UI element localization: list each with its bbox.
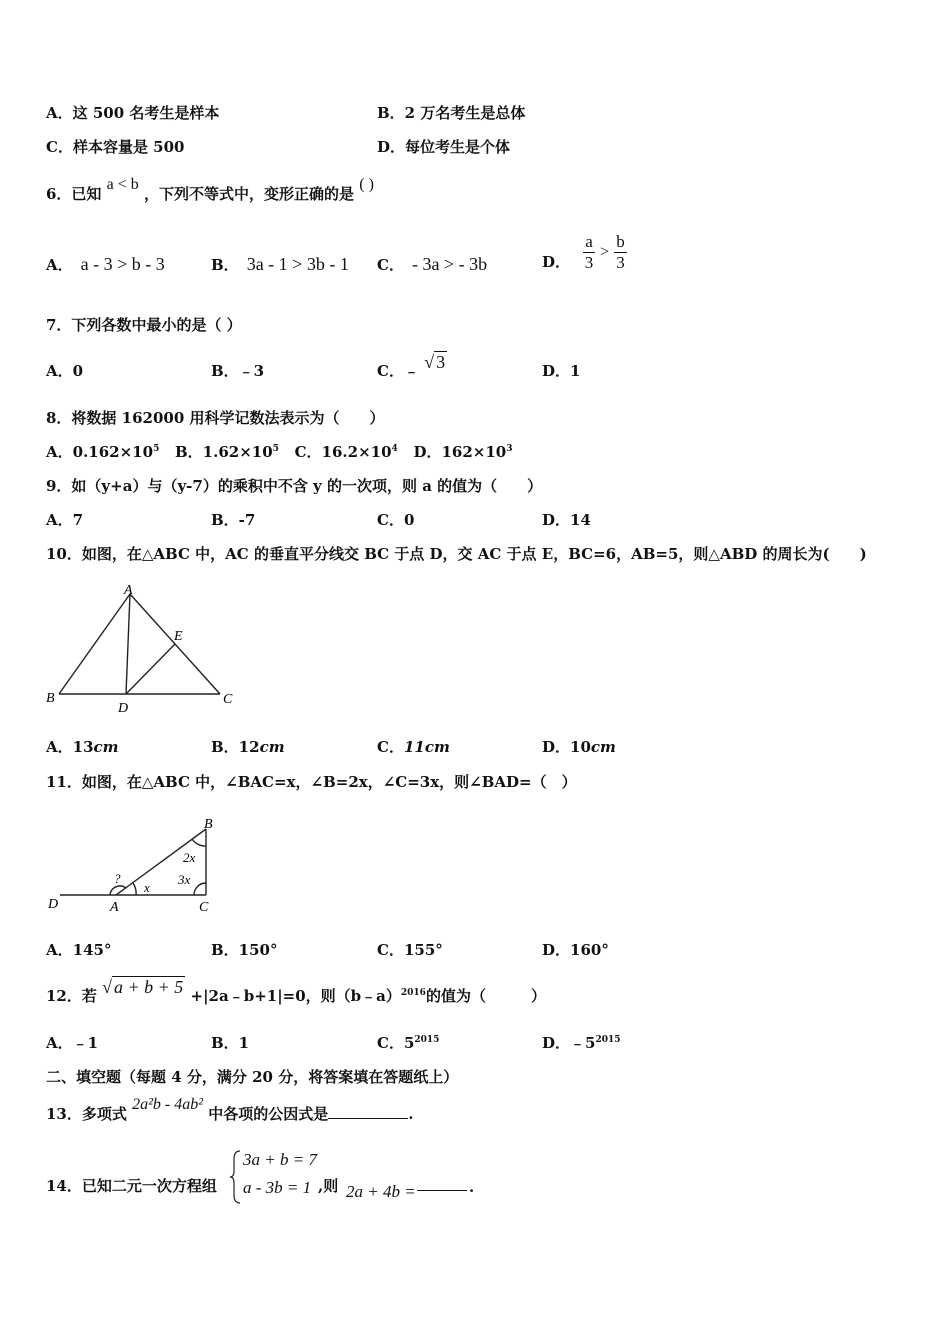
q6-fraction-a3: $\frac{a}{3}$: [584, 232, 594, 272]
q11-label-question: ?: [114, 871, 121, 886]
q8-option-b: B．$1.62\times 10^5$: [175, 443, 279, 461]
q6-stem: 6．已知 a < b ，下列不等式中，变形正确的是 ( ): [46, 176, 374, 203]
q10-triangle-figure: [40, 582, 245, 717]
q6-option-a: A． a - 3 > b - 3: [46, 254, 165, 274]
q11-angle-arc-c: [194, 883, 206, 895]
q14-end: .: [469, 1178, 475, 1196]
q11-label-a: A: [110, 900, 119, 915]
q8-option-d: D．$162\times 10^3$: [413, 443, 513, 461]
q11-angle-arc-x: [133, 883, 136, 895]
q10-option-b: B．12cm: [211, 738, 285, 756]
q7-option-c: C．﹣ √ 3: [377, 352, 446, 380]
q13-polynomial: 2a²b - 4ab²: [132, 1096, 204, 1113]
q11-angle-arc-b: [192, 839, 206, 846]
q11-stem: 11．如图，在△ABC 中，∠BAC=x，∠B=2x，∠C=3x，则∠BAD=（ ）: [46, 773, 577, 791]
q6-fraction-b3: $\frac{b}{3}$: [616, 232, 625, 272]
q9-option-a: A．7: [46, 511, 84, 529]
q11-label-b: B: [204, 818, 213, 832]
q8-stem: 8．将数据 162000 用科学记数法表示为（ ）: [46, 409, 385, 427]
q8-option-a: A．$0.162\times 10^5$: [46, 443, 160, 461]
q11-option-c: C．155°: [377, 941, 443, 959]
q11-option-a: A．145°: [46, 941, 112, 959]
q7-option-a: A．0: [46, 362, 84, 380]
q14-then: ,则: [318, 1177, 339, 1195]
q11-label-c: C: [199, 900, 209, 915]
q11-label-3x: 3x: [178, 872, 191, 887]
q8-options: [46, 441, 512, 462]
q12-option-b: B．1: [211, 1034, 250, 1052]
q10-label-a: A: [124, 583, 133, 598]
section-2-heading: 二、填空题（每题 4 分，满分 20 分，将答案填在答题纸上）: [46, 1068, 459, 1086]
q11-label-x: x: [144, 880, 150, 895]
q11-label-2x: 2x: [183, 850, 196, 865]
q12-sqrt: √ a + b + 5: [102, 977, 184, 997]
q11-triangle-figure: [44, 818, 224, 918]
q6-option-b: B． 3a - 1 > 3b - 1: [211, 254, 349, 274]
q9-stem: 9．如（y+a）与（y-7）的乘积中不含 y 的一次项，则 a 的值为（ ）: [46, 477, 543, 495]
q6-option-d: D． $\frac{a}{3}$ > $\frac{b}{3}$: [542, 232, 625, 272]
q14-stem-prefix: 14．已知二元一次方程组: [46, 1177, 217, 1195]
q8-option-c: C．$16.2\times 10^4$: [294, 443, 398, 461]
q7-option-d: D．1: [542, 362, 581, 380]
q9-option-d: D．14: [542, 511, 591, 529]
q9-option-c: C．0: [377, 511, 415, 529]
q14-equation-1: 3a + b = 7: [243, 1150, 317, 1169]
q10-label-d: D: [118, 701, 129, 716]
q7-sqrt: √ 3: [424, 352, 446, 372]
q5-option-b: B．2 万名考生是总体: [377, 104, 526, 122]
q10-label-c: C: [223, 692, 233, 707]
q5-option-c: C．样本容量是 500: [46, 138, 185, 156]
q6-option-c: C． - 3a > - 3b: [377, 254, 488, 274]
q5-option-d: D．每位考生是个体: [377, 138, 511, 156]
q6-condition: a < b: [106, 176, 139, 193]
q12-option-c: C．$5^{2015}$: [377, 1034, 440, 1052]
q10-option-a: A．13cm: [46, 738, 119, 756]
q9-option-b: B．-7: [211, 511, 256, 529]
q13-stem: 13．多项式 2a²b - 4ab² 中各项的公因式是 .: [46, 1096, 414, 1123]
q13-answer-blank: [328, 1118, 408, 1119]
q14-system-brace: [230, 1149, 242, 1205]
q11-option-b: B．150°: [211, 941, 278, 959]
q14-expression: 2a + 4b =: [346, 1182, 416, 1201]
q10-label-e: E: [174, 629, 183, 644]
q11-option-d: D．160°: [542, 941, 609, 959]
q12-option-a: A．﹣1: [46, 1034, 99, 1052]
q10-segment-ad: [126, 594, 130, 694]
q6-answer-paren: ( ): [359, 176, 374, 193]
q7-stem: 7．下列各数中最小的是（ ）: [46, 316, 242, 334]
q10-segment-de: [126, 644, 175, 694]
q10-option-d: D．10cm: [542, 738, 616, 756]
q10-segment-ab: [59, 594, 130, 694]
q10-option-c: C．11cm: [377, 738, 450, 756]
q14-equation-2: a - 3b = 1: [243, 1178, 312, 1197]
q11-label-d: D: [48, 897, 59, 912]
q10-label-b: B: [46, 691, 55, 706]
q14-answer-blank: [417, 1190, 467, 1191]
q12-stem: 12．若 √ a + b + 5 +|2a﹣b+1|=0，则（b﹣a）$^{2016}$的值为（ ）: [46, 977, 546, 1005]
q12-option-d: D．$﹣5^{2015}$: [542, 1034, 621, 1052]
q5-option-a: A．这 500 名考生是样本: [46, 104, 220, 122]
q7-option-b: B．﹣3: [211, 362, 265, 380]
q10-stem: 10．如图，在△ABC 中，AC 的垂直平分线交 BC 于点 D，交 AC 于点 E，BC=6，AB=5，则△ABD 的周长为( ): [46, 545, 867, 563]
